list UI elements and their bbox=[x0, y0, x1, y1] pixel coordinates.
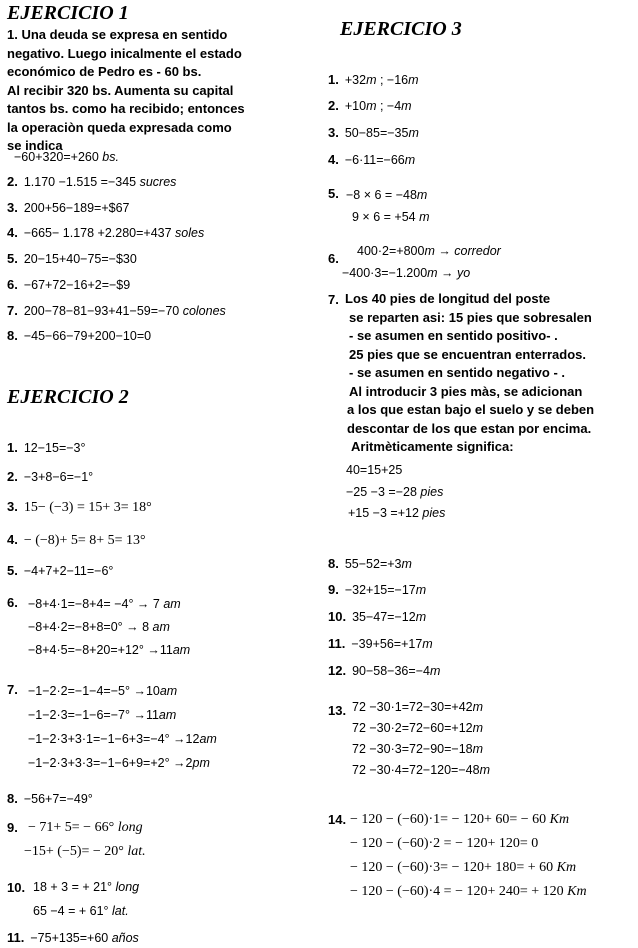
e2-item-7-line bbox=[28, 756, 210, 770]
unit: am bbox=[172, 643, 191, 657]
expr: −3+8−6=−1° bbox=[23, 470, 94, 484]
statement-line: Al introducir 3 pies màs, se adicionan bbox=[349, 383, 583, 399]
statement-line: se indica bbox=[7, 138, 63, 153]
expr: −67+72−16+2=−$9 bbox=[23, 278, 131, 292]
e1-item-5 bbox=[7, 251, 137, 266]
expr: 72 −30·3=72−90=−18 bbox=[352, 742, 473, 756]
unit: m bbox=[401, 99, 412, 113]
unit: lat. bbox=[127, 844, 146, 859]
expr: −8+4·2=−8+8=0° → 8 bbox=[28, 620, 153, 634]
e2-item-5 bbox=[7, 563, 113, 578]
e3-item-14-line bbox=[350, 860, 576, 876]
statement-line: la operaciòn queda expresada como bbox=[7, 119, 232, 135]
e3-item-4 bbox=[328, 152, 415, 167]
statement-line: - se asumen en sentido positivo- . bbox=[349, 328, 558, 343]
e2-item-1 bbox=[7, 440, 86, 455]
expr: 72 −30·1=72−30=+42 bbox=[352, 700, 473, 714]
e2-item-2 bbox=[7, 469, 93, 484]
expr: 65 −4 = + 61° bbox=[33, 904, 113, 918]
unit: años bbox=[111, 931, 139, 945]
item-number: 6. bbox=[328, 251, 339, 266]
expr: −1−2·3=−1−6=−7° →11 bbox=[28, 708, 159, 722]
e1-item-2 bbox=[7, 174, 176, 189]
expr: 72 −30·4=72−120=−48 bbox=[352, 763, 480, 777]
e3-item-13-line bbox=[352, 721, 483, 735]
item-number: 5. bbox=[7, 563, 18, 578]
item-number: 11. bbox=[328, 636, 346, 651]
expr: −39+56=+17 bbox=[351, 637, 423, 651]
item-number: 6. bbox=[7, 277, 18, 292]
statement-line: Los 40 pies de longitud del poste bbox=[345, 291, 551, 306]
e3-item-7-statement bbox=[345, 290, 594, 457]
e3-item-11 bbox=[328, 636, 433, 651]
expr: −6·11=−66 bbox=[344, 153, 405, 167]
e3-item-3 bbox=[328, 125, 419, 140]
expr: −400·3=−1.200 bbox=[342, 266, 428, 280]
statement-line: se reparten asi: 15 pies que sobresalen bbox=[349, 309, 592, 325]
statement-line: a los que estan bajo el suelo y se deben bbox=[347, 402, 595, 417]
item-number: 3. bbox=[328, 125, 339, 140]
item-number: 8. bbox=[328, 556, 339, 571]
e3-item-7-line bbox=[348, 506, 445, 520]
unit: m bbox=[416, 188, 428, 202]
unit: m bbox=[404, 153, 416, 167]
unit: m bbox=[408, 73, 419, 87]
statement-line: económico de Pedro es - 60 bs. bbox=[7, 64, 202, 79]
item-number: 3. bbox=[7, 200, 18, 215]
expr: −8 × 6 = −48 bbox=[346, 188, 417, 202]
e3-item-13-line bbox=[352, 763, 490, 777]
e3-item-7-line bbox=[346, 485, 443, 499]
e2-item-7-line bbox=[28, 684, 177, 698]
unit: m bbox=[422, 637, 433, 651]
e3-item-14-line bbox=[350, 836, 538, 852]
expr: −25 −3 =−28 bbox=[346, 485, 421, 499]
unit: m bbox=[472, 742, 484, 756]
e1-item-6 bbox=[7, 277, 130, 292]
unit: m bbox=[479, 763, 490, 777]
e1-item-7 bbox=[7, 303, 226, 318]
e3-item-10 bbox=[328, 609, 426, 624]
expr: 15− (−3) = 15+ 3= 18° bbox=[23, 500, 152, 515]
item-number: 13. bbox=[328, 703, 347, 718]
e3-item-13-line bbox=[352, 700, 483, 714]
expr: +15 −3 =+12 bbox=[348, 506, 423, 520]
statement-line: Al recibir 320 bs. Aumenta su capital bbox=[7, 82, 234, 98]
expr: − 120 − (−60)·1= − 120+ 60= − 60 bbox=[350, 812, 550, 827]
e3-item-6-line bbox=[342, 266, 470, 280]
item-number: 10. bbox=[328, 609, 347, 624]
unit: soles bbox=[175, 226, 205, 240]
e3-item-1 bbox=[328, 72, 419, 87]
unit: m bbox=[415, 610, 427, 624]
expr: 18 + 3 = + 21° bbox=[33, 880, 116, 894]
expr: − 120 − (−60)·3= − 120+ 180= + 60 bbox=[350, 860, 557, 875]
expr: 200−78−81−93+41−59=−70 bbox=[23, 304, 183, 318]
statement-line: negativo. Luego inicalmente el estado bbox=[7, 45, 242, 61]
e3-item-6-line bbox=[357, 244, 501, 258]
ejercicio-1-title: EJERCICIO 1 bbox=[7, 2, 129, 24]
e2-item-9-line bbox=[28, 820, 143, 836]
expr: − 120 − (−60)·2 = − 120+ 120= 0 bbox=[350, 836, 539, 851]
expr: 20−15+40−75=−$30 bbox=[23, 252, 137, 266]
statement-line: tantos bs. como ha recibido; entonces bbox=[7, 101, 245, 116]
unit: m → yo bbox=[427, 266, 471, 280]
e2-item-10-line bbox=[33, 904, 129, 918]
expr: −665− 1.178 +2.280=+437 bbox=[23, 226, 176, 240]
expr: −4+7+2−11=−6° bbox=[23, 564, 114, 578]
e2-item-7-line bbox=[28, 708, 176, 722]
e3-item-13-line bbox=[352, 742, 483, 756]
unit: colones bbox=[182, 304, 226, 318]
unit: am bbox=[159, 684, 178, 698]
unit: m bbox=[472, 721, 484, 735]
item-number: 5. bbox=[328, 186, 339, 201]
item-number: 4. bbox=[7, 225, 18, 240]
expr: 90−58−36=−4 bbox=[352, 664, 430, 678]
e2-item-6-line bbox=[28, 643, 190, 657]
unit: am bbox=[199, 732, 217, 746]
e3-item-5-line bbox=[346, 188, 427, 202]
item-number: 3. bbox=[7, 499, 18, 514]
item-number: 11. bbox=[7, 930, 25, 945]
unit: m bbox=[419, 210, 430, 224]
expr: − 120 − (−60)·4 = − 120+ 240= + 120 bbox=[350, 884, 568, 899]
e3-item-14-line bbox=[350, 884, 587, 900]
statement-line: 25 pies que se encuentran enterrados. bbox=[349, 346, 586, 362]
expr: −45−66−79+200−10=0 bbox=[23, 329, 152, 343]
item-number: 5. bbox=[7, 251, 18, 266]
item-number: 4. bbox=[7, 532, 18, 547]
ejercicio-2-title: EJERCICIO 2 bbox=[7, 386, 129, 408]
item-number: 6. bbox=[7, 595, 18, 610]
e3-item-9 bbox=[328, 582, 426, 597]
item-number: 7. bbox=[328, 292, 339, 307]
item-number: 12. bbox=[328, 663, 347, 678]
unit: m → corredor bbox=[424, 244, 501, 258]
e2-item-11 bbox=[7, 930, 139, 945]
expr: 9 × 6 = +54 bbox=[352, 210, 420, 224]
e3-item-7-line: 40=15+25 bbox=[346, 463, 403, 477]
e2-item-3 bbox=[7, 498, 152, 516]
item-number: 14. bbox=[328, 812, 347, 827]
unit: Km bbox=[556, 860, 577, 875]
unit: m bbox=[401, 557, 412, 571]
expr: 1.170 −1.515 =−345 bbox=[23, 175, 140, 189]
e2-item-6-line bbox=[28, 620, 170, 634]
unit: long bbox=[115, 880, 140, 894]
item-number: 9. bbox=[7, 820, 18, 835]
e3-item-8 bbox=[328, 556, 412, 571]
e1-answer-1 bbox=[14, 150, 119, 164]
expr: ; −4 bbox=[376, 99, 402, 113]
expr: −15+ (−5)= − 20° bbox=[24, 844, 128, 859]
unit: Km bbox=[549, 812, 570, 827]
expr: −56+7=−49° bbox=[23, 792, 93, 806]
unit: m bbox=[408, 126, 419, 140]
e1-item-3 bbox=[7, 200, 130, 215]
unit: long bbox=[117, 820, 143, 835]
expr: −75+135=+60 bbox=[30, 931, 112, 945]
unit: m bbox=[366, 73, 377, 87]
expr: 35−47=−12 bbox=[352, 610, 416, 624]
expr: − (−8)+ 5= 8+ 5= 13° bbox=[23, 533, 146, 548]
unit: am bbox=[152, 620, 170, 634]
unit: m bbox=[429, 664, 441, 678]
item-number: 1. bbox=[328, 72, 339, 87]
expr: −1−2·2=−1−4=−5° →10 bbox=[28, 684, 160, 698]
unit: pies bbox=[422, 506, 446, 520]
unit: bs. bbox=[102, 150, 119, 164]
item-number: 9. bbox=[328, 582, 339, 597]
expr: ; −16 bbox=[376, 73, 409, 87]
e2-item-8 bbox=[7, 791, 93, 806]
expr: 72 −30·2=72−60=+12 bbox=[352, 721, 473, 735]
item-number: 1. bbox=[7, 440, 18, 455]
item-number: 2. bbox=[328, 98, 339, 113]
item-number: 7. bbox=[7, 303, 18, 318]
e3-item-12 bbox=[328, 663, 440, 678]
unit: lat. bbox=[112, 904, 129, 918]
unit: Km bbox=[567, 884, 587, 899]
expr: +10 bbox=[344, 99, 367, 113]
expr: − 71+ 5= − 66° bbox=[28, 820, 118, 835]
expr: 400·2=+800 bbox=[357, 244, 425, 258]
expr: −1−2·3+3·3=−1−6+9=+2° →2 bbox=[28, 756, 193, 770]
e2-item-9-line bbox=[24, 844, 146, 860]
ejercicio-3-title: EJERCICIO 3 bbox=[340, 18, 462, 40]
statement-line: Aritmèticamente significa: bbox=[351, 439, 514, 454]
unit: am bbox=[163, 597, 181, 611]
expr: +32 bbox=[344, 73, 367, 87]
expr: 55−52=+3 bbox=[344, 557, 402, 571]
expr: −1−2·3+3·1=−1−6+3=−4° →12 bbox=[28, 732, 200, 746]
unit: sucres bbox=[139, 175, 177, 189]
expr: 50−85=−35 bbox=[344, 126, 409, 140]
expr: −8+4·5=−8+20=+12° →11 bbox=[28, 643, 173, 657]
expr: −32+15=−17 bbox=[344, 583, 416, 597]
statement-line: - se asumen en sentido negativo - . bbox=[349, 365, 565, 380]
unit: m bbox=[366, 99, 377, 113]
item-number: 2. bbox=[7, 174, 18, 189]
item-number: 10. bbox=[7, 880, 26, 895]
e3-item-5-line bbox=[352, 210, 430, 224]
e3-item-14-line bbox=[350, 812, 569, 828]
unit: pm bbox=[192, 756, 210, 770]
unit: pies bbox=[420, 485, 444, 499]
unit: am bbox=[158, 708, 177, 722]
item-number: 7. bbox=[7, 682, 18, 697]
item-number: 2. bbox=[7, 469, 18, 484]
e2-item-6-line bbox=[28, 597, 181, 611]
expr: −60+320=+260 bbox=[14, 150, 103, 164]
item-number: 8. bbox=[7, 791, 18, 806]
item-number: 4. bbox=[328, 152, 339, 167]
expr: 200+56−189=+$67 bbox=[23, 201, 130, 215]
unit: m bbox=[415, 583, 427, 597]
e3-item-2 bbox=[328, 98, 412, 113]
statement-line: descontar de los que estan por encima. bbox=[347, 420, 592, 436]
unit: m bbox=[472, 700, 484, 714]
item-number: 8. bbox=[7, 328, 18, 343]
e1-item-8 bbox=[7, 328, 151, 343]
e2-item-7-line bbox=[28, 732, 217, 746]
e1-item-4 bbox=[7, 225, 204, 240]
e2-item-4 bbox=[7, 531, 146, 549]
ejercicio-1-statement bbox=[7, 26, 245, 156]
expr: −8+4·1=−8+4= −4° → 7 bbox=[28, 597, 164, 611]
e2-item-10-line bbox=[33, 880, 139, 894]
expr: 12−15=−3° bbox=[23, 441, 86, 455]
statement-line: 1. Una deuda se expresa en sentido bbox=[7, 27, 228, 42]
